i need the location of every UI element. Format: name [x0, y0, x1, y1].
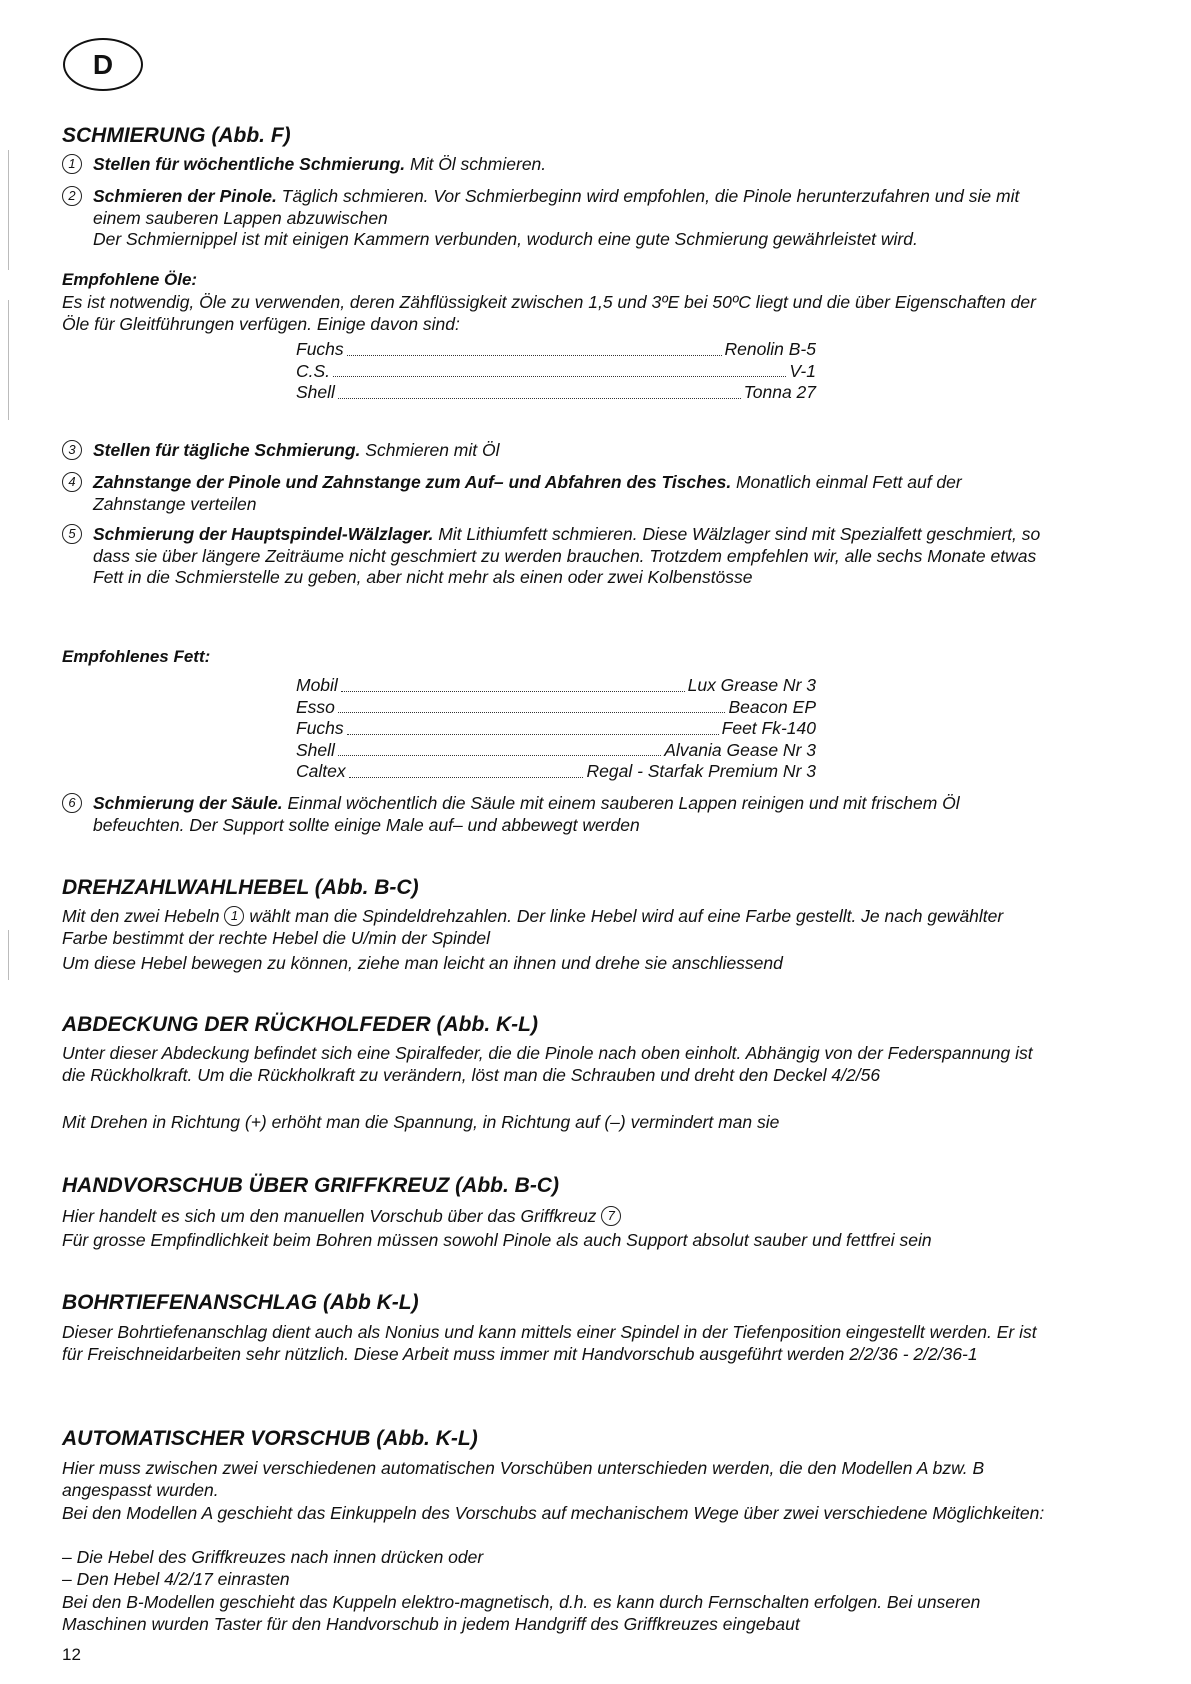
grease-row: [296, 740, 816, 762]
dot-leader: [338, 755, 661, 756]
grease-brand: Caltex: [296, 761, 346, 781]
grease-product: Beacon EP: [728, 696, 816, 717]
item-text: Mit Öl schmieren.: [405, 154, 547, 174]
item-text: Monatlich einmal Fett auf der Zahnstange verteilen: [93, 472, 962, 514]
list-item-4: [62, 472, 1047, 515]
dot-leader: [341, 691, 685, 692]
list-item-3: [62, 440, 1047, 462]
oil-row: [296, 382, 816, 404]
handvorschub-paragraph-2: Für grosse Empfindlichkeit beim Bohren müssen sowohl Pinole als auch Support absolut sauber und fettfrei sein: [62, 1230, 932, 1250]
grease-product: Alvania Gease Nr 3: [664, 739, 816, 760]
list-item-6: [62, 793, 1047, 836]
item-heading: Stellen für tägliche Schmierung.: [93, 440, 361, 460]
item-text: Schmieren mit Öl: [360, 440, 500, 460]
page-number: 12: [62, 1645, 81, 1664]
dot-leader: [333, 376, 786, 377]
section-title-automatisch: AUTOMATISCHER VORSCHUB (Abb. K-L): [62, 1427, 478, 1450]
oils-heading: Empfohlene Öle:: [62, 270, 198, 289]
item-number-badge: 3: [62, 440, 82, 460]
item-heading: Schmierung der Säule.: [93, 793, 283, 813]
abdeckung-paragraph: Unter dieser Abdeckung befindet sich eine Spiralfeder, die die Pinole nach oben einholt. Abhängig von der Federspannung ist die Rückholkraft. Um die Rückholkraft zu verändern, löst man die Schrauben und dreht den Deckel 4/2/56: [62, 1043, 1033, 1085]
item-heading: Zahnstange der Pinole und Zahnstange zum Auf– und Abfahren des Tisches.: [93, 472, 732, 492]
section-title-handvorschub: HANDVORSCHUB ÜBER GRIFFKREUZ (Abb. B-C): [62, 1174, 559, 1197]
item-text: Einmal wöchentlich die Säule mit einem sauberen Lappen reinigen und mit frischem Öl befeuchten. Der Support sollte einige Male auf– und abbewegt werden: [93, 793, 960, 835]
oil-brand: Fuchs: [296, 339, 344, 359]
oil-row: [296, 361, 816, 383]
grease-row: [296, 718, 816, 740]
language-badge: [63, 38, 143, 91]
item-number-badge: 4: [62, 472, 82, 492]
scan-edge-mark: [8, 930, 9, 980]
list-item-5: [62, 524, 1047, 589]
bohrtiefe-paragraph: Dieser Bohrtiefenanschlag dient auch als Nonius und kann mittels einer Spindel in der Tiefenposition eingestellt werden. Er ist für Freischneidarbeiten sehr nützlich. Diese Arbeit muss immer mit Handvorschub ausgeführt werden 2/2/36 - 2/2/36-1: [62, 1322, 1037, 1364]
section-title-drehzahl: DREHZAHLWAHLHEBEL (Abb. B-C): [62, 876, 419, 899]
list-item-1: [62, 154, 1047, 176]
grease-brand: Fuchs: [296, 718, 344, 738]
oils-intro: Es ist notwendig, Öle zu verwenden, deren Zähflüssigkeit zwischen 1,5 und 3ºE bei 50ºC liegt und die über Eigenschaften der Öle für Gleitführungen verfügen. Einige davon sind:: [62, 292, 1036, 334]
dot-leader: [347, 355, 722, 356]
grease-heading: Empfohlenes Fett:: [62, 647, 211, 666]
section-title-abdeckung: ABDECKUNG DER RÜCKHOLFEDER (Abb. K-L): [62, 1013, 538, 1036]
drehzahl-text-b: wählt man die Spindeldrehzahlen. Der linke Hebel wird auf eine Farbe gestellt. Je nach gewählter Farbe bestimmt der rechte Hebel die U/min der Spindel: [62, 906, 1004, 948]
drehzahl-paragraph: [62, 906, 1047, 949]
abdeckung-paragraph-2: Mit Drehen in Richtung (+) erhöht man die Spannung, in Richtung auf (–) vermindert man sie: [62, 1112, 780, 1132]
grease-row: [296, 697, 816, 719]
oils-table: [296, 339, 816, 404]
dot-leader: [347, 734, 719, 735]
grease-brand: Shell: [296, 739, 335, 760]
oil-brand: C.S.: [296, 360, 331, 381]
item-number-badge: 2: [62, 186, 82, 206]
item-heading: Schmieren der Pinole.: [93, 186, 277, 206]
grease-row: [296, 761, 816, 783]
item-heading: Schmierung der Hauptspindel-Wälzlager.: [93, 524, 434, 544]
dot-leader: [349, 777, 584, 778]
automatisch-paragraph: Hier muss zwischen zwei verschiedenen automatischen Vorschüben unterschieden werden, die den Modellen A bzw. B angespasst wurden.: [62, 1458, 985, 1500]
dot-leader: [338, 398, 741, 399]
handvorschub-text: Hier handelt es sich um den manuellen Vorschub über das Griffkreuz: [62, 1206, 602, 1226]
grease-table: [296, 675, 816, 783]
automatisch-list-item: – Die Hebel des Griffkreuzes nach innen drücken oder: [62, 1547, 484, 1567]
grease-brand: Mobil: [296, 675, 338, 695]
dot-leader: [338, 712, 726, 713]
scan-edge-mark: [8, 300, 9, 420]
section-title-bohrtiefe: BOHRTIEFENANSCHLAG (Abb K-L): [62, 1291, 419, 1314]
language-badge-label: D: [92, 48, 114, 80]
drehzahl-text-a: Mit den zwei Hebeln: [62, 906, 225, 926]
item-number-badge: 1: [62, 154, 82, 174]
automatisch-paragraph-2: Bei den Modellen A geschieht das Einkuppeln des Vorschubs auf mechanischem Wege über zwei verschiedene Möglichkeiten:: [62, 1503, 1045, 1523]
handvorschub-paragraph: [62, 1206, 1047, 1228]
oil-product: Renolin B-5: [724, 339, 816, 359]
item-number-badge: 7: [601, 1206, 621, 1226]
grease-product: Feet Fk-140: [721, 718, 816, 738]
item-text: Mit Lithiumfett schmieren. Diese Wälzlager sind mit Spezialfett geschmiert, so dass sie über längere Zeiträume nicht geschmiert zu werden brauchen. Trotzdem empfehlen wir, alle sechs Monate etwas Fett in die Schmierstelle zu geben, aber nicht mehr als einen oder zwei Kolbenstösse: [93, 524, 1041, 587]
item-number-badge: 1: [224, 906, 244, 926]
oil-product: Tonna 27: [743, 382, 816, 402]
grease-product: Regal - Starfak Premium Nr 3: [586, 761, 816, 781]
item-text-continued: Der Schmiernippel ist mit einigen Kammern verbunden, wodurch eine gute Schmierung gewährleistet wird.: [93, 229, 918, 249]
scan-edge-mark: [8, 150, 9, 270]
item-heading: Stellen für wöchentliche Schmierung.: [93, 154, 406, 174]
oil-row: [296, 339, 816, 361]
item-number-badge: 5: [62, 524, 82, 544]
list-item-2: [62, 186, 1047, 251]
grease-brand: Esso: [296, 696, 335, 717]
automatisch-paragraph-3: Bei den B-Modellen geschieht das Kuppeln elektro-magnetisch, d.h. es kann durch Fernschalten erfolgen. Bei unseren Maschinen wurden Taster für den Handvorschub in jedem Handgriff des Griffkreuzes eingebaut: [62, 1592, 981, 1634]
item-text: Täglich schmieren. Vor Schmierbeginn wird empfohlen, die Pinole herunterzufahren und sie mit einem sauberen Lappen abzuwischen: [93, 186, 1020, 228]
section-title-schmierung: SCHMIERUNG (Abb. F): [62, 124, 291, 147]
oil-product: V-1: [789, 360, 816, 381]
grease-product: Lux Grease Nr 3: [687, 675, 816, 695]
oil-brand: Shell: [296, 382, 335, 402]
automatisch-list-item: – Den Hebel 4/2/17 einrasten: [62, 1569, 290, 1589]
item-number-badge: 6: [62, 793, 82, 813]
grease-row: [296, 675, 816, 697]
drehzahl-paragraph-2: Um diese Hebel bewegen zu können, ziehe man leicht an ihnen und drehe sie anschliessend: [62, 953, 783, 973]
